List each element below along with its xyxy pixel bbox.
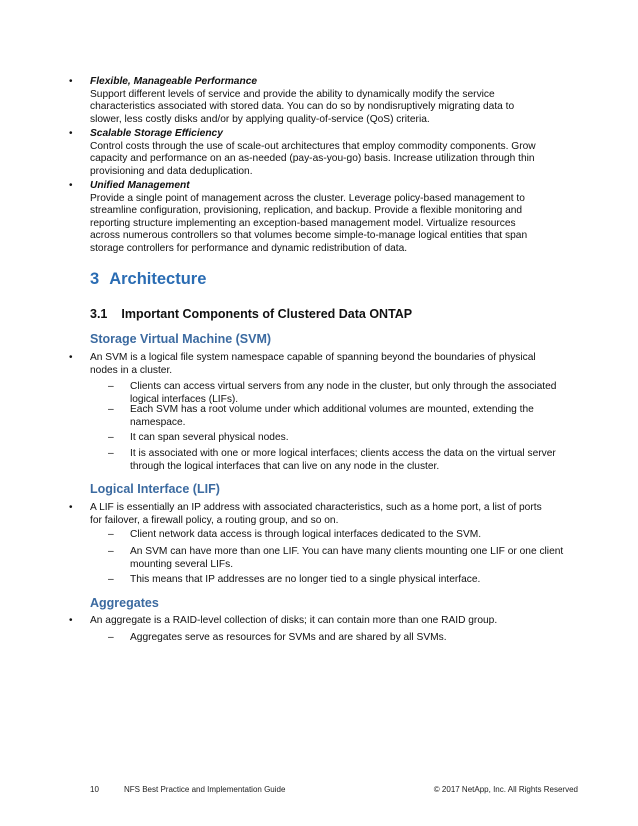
bullet-text: nodes in a cluster.: [90, 364, 173, 376]
bullet-icon: •: [69, 180, 73, 191]
subitem-text: logical interfaces (LIFs).: [130, 393, 239, 405]
section-title: Architecture: [109, 270, 207, 288]
lif-subitem: [108, 529, 580, 542]
bullet-text: A LIF is essentially an IP address with associated characteristics, such as a home port, a list of ports: [90, 502, 542, 513]
bullet-text: for failover, a firewall policy, a routing group, and so on.: [90, 514, 339, 526]
bullet-text: Support different levels of service and provide the ability to dynamically modify the service: [90, 88, 495, 100]
bullet-text: reporting structure implementing an exception-based management model. Virtualize resources: [90, 217, 516, 229]
subitem-text: It can span several physical nodes.: [130, 432, 289, 443]
subitem-text: This means that IP addresses are no longer tied to a single physical interface.: [130, 574, 481, 585]
bullet-icon: •: [69, 76, 73, 87]
lif-subitem: [108, 546, 580, 571]
bullet-title: Flexible, Manageable Performance: [90, 76, 258, 87]
subitem-text: Aggregates serve as resources for SVMs and are shared by all SVMs.: [130, 632, 447, 643]
bullet-text: storage controllers for performance and dynamic redistribution of data.: [90, 242, 408, 254]
subsection-number: 3.1: [90, 307, 108, 321]
footer-page-number: 10: [90, 785, 99, 794]
subsection-heading: [90, 307, 412, 321]
bullet-text: capacity and performance on an as-needed (pay-as-you-go) basis. Increase utilization through thin: [90, 153, 535, 164]
subitem-text: through the logical interfaces that can live on any node in the cluster.: [130, 460, 440, 472]
subitem-text: mounting several LIFs.: [130, 558, 234, 570]
subitem-text: namespace.: [130, 416, 186, 428]
aggregates-bullet: [69, 615, 580, 628]
dash-icon: –: [108, 381, 114, 392]
dash-icon: –: [108, 632, 114, 643]
bullet-text: provisioning and data deduplication.: [90, 165, 253, 177]
bullet-text: An SVM is a logical file system namespace capable of spanning beyond the boundaries of physical: [90, 352, 536, 363]
bullet-text: Provide a single point of management across the cluster. Leverage policy-based management to: [90, 192, 525, 204]
section-heading: [90, 270, 206, 289]
bullet-text: Control costs through the use of scale-out architectures that employ commodity components. Grow: [90, 140, 536, 152]
bullet-text: An aggregate is a RAID-level collection of disks; it can contain more than one RAID group.: [90, 615, 498, 626]
bullet-icon: •: [69, 352, 73, 363]
dash-icon: –: [108, 448, 114, 459]
lif-heading: Logical Interface (LIF): [90, 482, 220, 496]
bullet-text: streamline configuration, provisioning, replication, and backup. Provide a flexible monitoring and: [90, 205, 523, 216]
subsection-title: Important Components of Clustered Data ONTAP: [121, 307, 413, 321]
section-number: 3: [90, 270, 100, 288]
svm-bullet: [69, 352, 580, 377]
bullet-icon: •: [69, 615, 73, 626]
bullet-icon: •: [69, 128, 73, 139]
bullet-scalable-efficiency: [69, 128, 580, 178]
aggregates-heading: Aggregates: [90, 596, 159, 610]
bullet-flexible-performance: [69, 76, 580, 126]
svm-heading: Storage Virtual Machine (SVM): [90, 332, 272, 346]
svm-subitem: [108, 381, 580, 406]
svm-subitem: [108, 404, 580, 429]
dash-icon: –: [108, 432, 114, 443]
bullet-text: across numerous controllers so that volumes become simple-to-manage logical entities that span: [90, 230, 528, 241]
bullet-text: slower, less costly disks and/or by applying quality-of-service (QoS) criteria.: [90, 113, 430, 125]
subitem-text: Client network data access is through logical interfaces dedicated to the SVM.: [130, 529, 482, 540]
svm-subitem: [108, 432, 580, 445]
subitem-text: It is associated with one or more logical interfaces; clients access the data on the virtual server: [130, 448, 556, 459]
bullet-title: Unified Management: [90, 180, 190, 191]
bullet-icon: •: [69, 502, 73, 513]
subitem-text: Each SVM has a root volume under which additional volumes are mounted, extending the: [130, 404, 534, 415]
lif-subitem: [108, 574, 580, 587]
bullet-text: characteristics associated with stored data. You can do so by nondisruptively migrating data to: [90, 101, 515, 112]
footer-doc-title: NFS Best Practice and Implementation Guide: [124, 785, 286, 794]
dash-icon: –: [108, 404, 114, 415]
dash-icon: –: [108, 529, 114, 540]
subitem-text: Clients can access virtual servers from any node in the cluster, but only through the associated: [130, 381, 557, 392]
svm-subitem: [108, 448, 580, 473]
subitem-text: An SVM can have more than one LIF. You can have many clients mounting one LIF or one client: [130, 546, 564, 557]
dash-icon: –: [108, 574, 114, 585]
lif-bullet: [69, 502, 580, 527]
aggregates-subitem: [108, 632, 580, 645]
bullet-unified-management: [69, 180, 580, 255]
bullet-title: Scalable Storage Efficiency: [90, 128, 223, 139]
dash-icon: –: [108, 546, 114, 557]
footer-copyright: © 2017 NetApp, Inc. All Rights Reserved: [433, 785, 578, 794]
